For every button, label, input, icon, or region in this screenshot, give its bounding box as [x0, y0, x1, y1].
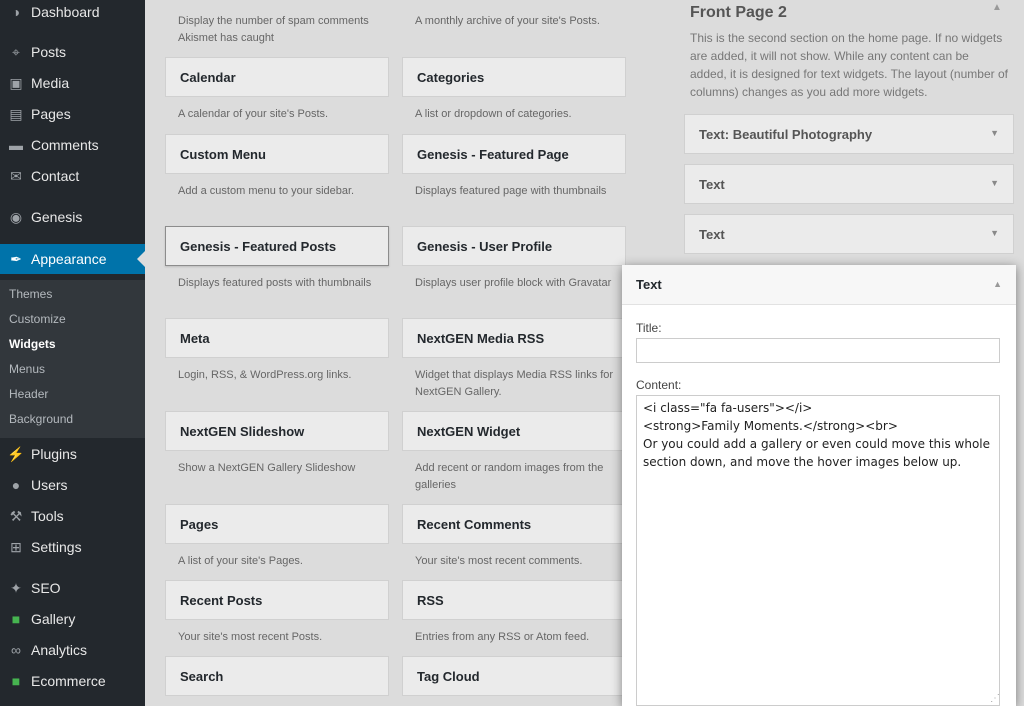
widget-nextgen-media-rss[interactable]: NextGEN Media RSS — [402, 318, 626, 358]
area-widget-label: Text — [699, 176, 725, 192]
widget-description: Widget that displays Media RSS links for NextGEN Gallery. — [415, 369, 614, 398]
widget-genesis-featured-posts[interactable]: Genesis - Featured Posts — [165, 226, 389, 266]
appearance-submenu — [0, 280, 145, 438]
content-textarea[interactable] — [636, 395, 1000, 706]
widget-description: Entries from any RSS or Atom feed. — [415, 631, 590, 643]
submenu-item-background[interactable]: Background — [9, 412, 74, 426]
settings-icon: ⊞ — [10, 538, 22, 555]
widget-categories[interactable]: Categories — [402, 57, 626, 97]
widget-area-title[interactable]: Front Page 2 — [690, 4, 787, 21]
area-widget-2[interactable] — [684, 164, 1014, 204]
sidebar-item-analytics[interactable] — [0, 635, 145, 665]
widget-recent-posts[interactable]: Recent Posts — [165, 580, 389, 620]
sidebar-item-seo[interactable] — [0, 573, 145, 603]
sidebar-item-label: Posts — [31, 44, 67, 60]
widget-description: A list of your site's Pages. — [178, 555, 303, 567]
widget-rss[interactable]: RSS — [402, 580, 626, 620]
widget-calendar[interactable]: Calendar — [165, 57, 389, 97]
sidebar-item-tools[interactable] — [0, 501, 145, 531]
mail-icon: ✉ — [10, 167, 22, 184]
sidebar-item-comments[interactable] — [0, 130, 145, 160]
widget-genesis-featured-page[interactable]: Genesis - Featured Page — [402, 134, 626, 174]
sidebar-item-pages[interactable] — [0, 99, 145, 129]
widget-description: Displays user profile block with Gravatar — [415, 277, 612, 289]
widget-meta[interactable]: Meta — [165, 318, 389, 358]
submenu-item-widgets[interactable]: Widgets — [9, 337, 56, 351]
sidebar-item-dashboard[interactable] — [0, 0, 145, 27]
collapse-arrow-icon[interactable]: ▲ — [992, 2, 1002, 13]
sidebar-item-label: Analytics — [31, 642, 88, 658]
widget-description: Show a NextGEN Gallery Slideshow — [178, 462, 356, 474]
sidebar-item-label: Gallery — [31, 611, 76, 627]
sidebar-item-ecommerce[interactable] — [0, 666, 145, 696]
collapse-arrow-icon[interactable]: ▲ — [993, 279, 1002, 289]
plug-icon: ⚡ — [7, 445, 25, 462]
widget-tag-cloud[interactable]: Tag Cloud — [402, 656, 626, 696]
expand-arrow-icon[interactable]: ▼ — [990, 228, 999, 238]
sidebar-item-label: Settings — [31, 539, 82, 555]
sidebar-item-contact[interactable] — [0, 161, 145, 191]
title-input[interactable] — [636, 338, 1000, 363]
content-label: Content: — [636, 378, 682, 392]
area-widget-label: Text: Beautiful Photography — [699, 126, 873, 142]
gallery-icon: ■ — [11, 611, 21, 627]
widget-description: Add a custom menu to your sidebar. — [178, 185, 355, 197]
widget-description: Your site's most recent comments. — [415, 555, 583, 567]
widget-genesis-user-profile[interactable]: Genesis - User Profile — [402, 226, 626, 266]
submenu-item-menus[interactable]: Menus — [9, 362, 46, 376]
widget-description: Add recent or random images from the galleries — [415, 462, 604, 491]
widget-search[interactable]: Search — [165, 656, 389, 696]
widget-description: Displays featured posts with thumbnails — [178, 277, 372, 289]
media-icon: ▣ — [9, 74, 23, 91]
widget-description: A list or dropdown of categories. — [415, 108, 572, 120]
sidebar-item-label: Comments — [31, 137, 99, 153]
brush-icon: ✒ — [10, 250, 22, 267]
text-widget-editor — [622, 265, 1016, 706]
widget-pages[interactable]: Pages — [165, 504, 389, 544]
text-widget-header[interactable] — [622, 265, 1016, 305]
widget-area-description: This is the second section on the home page. If no widgets are added, it will not show. While any content can be added, it is designed for text widgets. The layout (number of columns) changes as you add more widgets. — [690, 31, 1008, 99]
sidebar-item-users[interactable] — [0, 470, 145, 500]
area-widget-label: Text — [699, 226, 725, 242]
widget-nextgen-slideshow[interactable]: NextGEN Slideshow — [165, 411, 389, 451]
sidebar-item-label: Ecommerce — [31, 673, 106, 689]
submenu-item-customize[interactable]: Customize — [9, 312, 66, 326]
pages-icon: ▤ — [9, 105, 23, 122]
widget-recent-comments[interactable]: Recent Comments — [402, 504, 626, 544]
sidebar-item-settings[interactable] — [0, 532, 145, 562]
sidebar-item-gallery[interactable] — [0, 604, 145, 634]
widget-description: A monthly archive of your site's Posts. — [415, 15, 600, 27]
sidebar-item-posts[interactable] — [0, 37, 145, 67]
dashboard-icon: ◑ — [11, 4, 21, 20]
sidebar-item-label: Appearance — [31, 251, 107, 267]
resize-grip-icon[interactable]: ⋰ — [990, 693, 1000, 704]
widget-description: A calendar of your site's Posts. — [178, 108, 329, 120]
wrench-icon: ⚒ — [9, 507, 23, 524]
sidebar-item-label: Users — [31, 477, 68, 493]
sidebar-item-label: Pages — [31, 106, 71, 122]
widget-description: Your site's most recent Posts. — [178, 631, 323, 643]
sidebar-item-label: Tools — [31, 508, 64, 524]
sidebar-item-label: Media — [31, 75, 70, 91]
sidebar-item-label: SEO — [31, 580, 61, 596]
submenu-item-themes[interactable]: Themes — [9, 287, 53, 301]
admin-sidebar — [0, 0, 145, 706]
widget-description: Login, RSS, & WordPress.org links. — [178, 369, 352, 381]
sidebar-item-label: Contact — [31, 168, 80, 184]
sidebar-item-genesis[interactable] — [0, 202, 145, 232]
expand-arrow-icon[interactable]: ▼ — [990, 128, 999, 138]
text-widget-header-label: Text — [636, 277, 662, 292]
sidebar-item-media[interactable] — [0, 68, 145, 98]
comment-icon: ▬ — [9, 137, 23, 153]
widget-nextgen-widget[interactable]: NextGEN Widget — [402, 411, 626, 451]
widget-description: Displays featured page with thumbnails — [415, 185, 607, 197]
user-icon: ● — [11, 477, 21, 493]
widget-description: Display the number of spam comments Akismet has caught — [178, 15, 369, 44]
genesis-icon: ◉ — [9, 208, 23, 225]
sidebar-item-plugins[interactable] — [0, 439, 145, 469]
seo-icon: ✦ — [10, 579, 22, 596]
analytics-icon: ∞ — [11, 642, 21, 658]
sidebar-item-label: Genesis — [31, 209, 83, 225]
pin-icon: ⌖ — [12, 43, 20, 60]
sidebar-item-label: Dashboard — [31, 4, 100, 20]
expand-arrow-icon[interactable]: ▼ — [990, 178, 999, 188]
submenu-item-header[interactable]: Header — [9, 387, 49, 401]
area-widget-3[interactable] — [684, 214, 1014, 254]
widget-custom-menu[interactable]: Custom Menu — [165, 134, 389, 174]
ecommerce-icon: ■ — [11, 673, 21, 689]
sidebar-item-label: Plugins — [31, 446, 77, 462]
area-widget-1[interactable] — [684, 114, 1014, 154]
title-label: Title: — [636, 321, 662, 335]
sidebar-item-appearance[interactable] — [0, 244, 145, 274]
